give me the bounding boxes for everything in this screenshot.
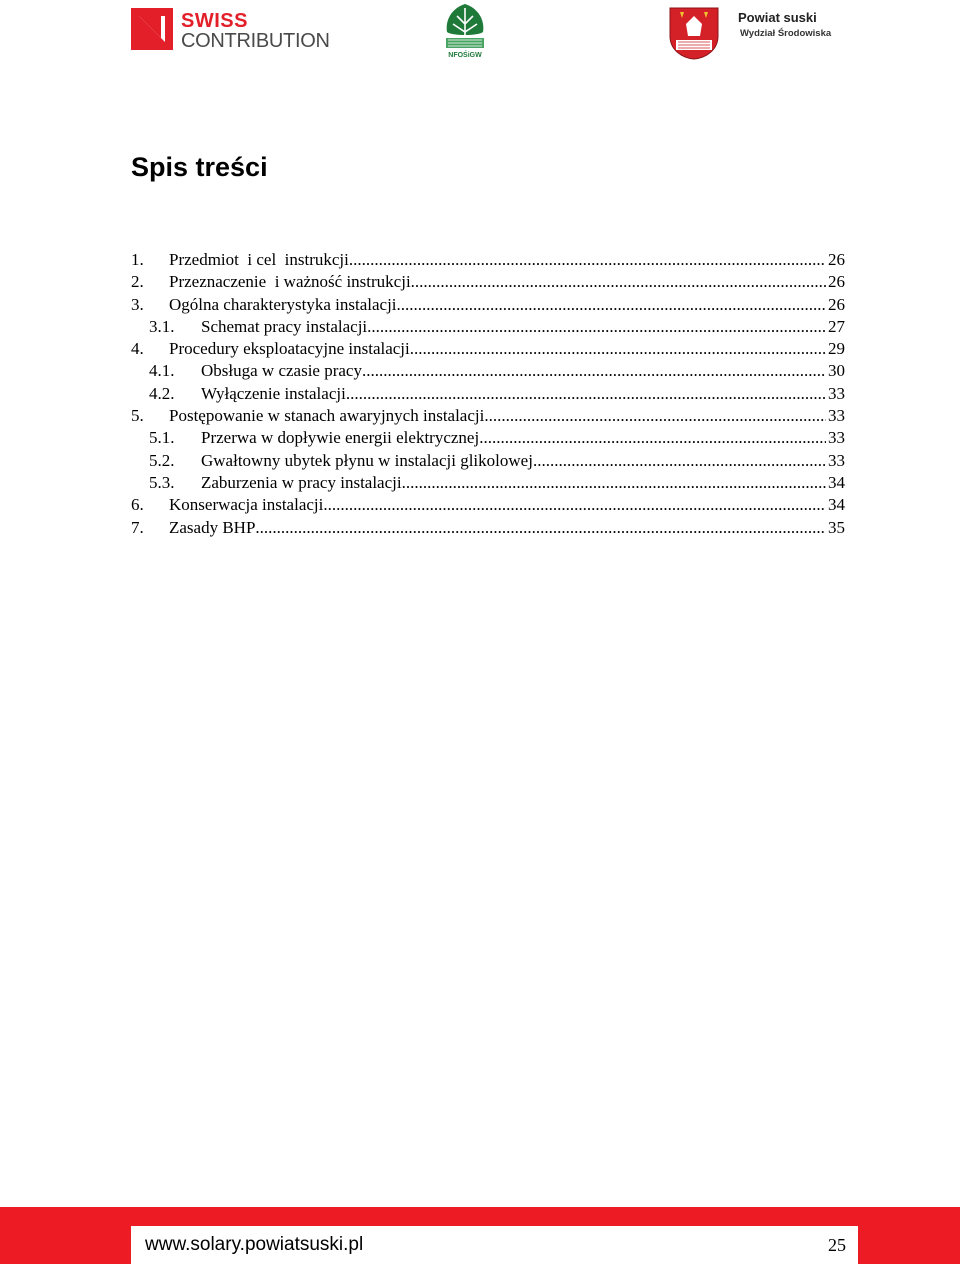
toc-entry[interactable] bbox=[131, 271, 845, 293]
toc-entry-title: Konserwacja instalacji bbox=[169, 495, 324, 515]
toc-entry[interactable] bbox=[131, 360, 845, 382]
toc-entry[interactable] bbox=[131, 249, 845, 271]
tree-icon bbox=[442, 2, 488, 52]
toc-leader-dots bbox=[349, 249, 826, 271]
footer-website-link[interactable]: www.solary.powiatsuski.pl bbox=[145, 1234, 364, 1255]
table-of-contents bbox=[131, 249, 845, 539]
toc-entry-page: 26 bbox=[828, 294, 845, 314]
toc-entry-number: 3. bbox=[131, 294, 144, 314]
toc-entry-page: 34 bbox=[828, 472, 845, 492]
toc-entry-title: Zaburzenia w pracy instalacji bbox=[201, 472, 402, 492]
toc-entry[interactable] bbox=[131, 294, 845, 316]
toc-entry-title: Obsługa w czasie pracy bbox=[201, 361, 362, 381]
toc-leader-dots bbox=[362, 360, 826, 382]
toc-entry-page: 33 bbox=[828, 428, 845, 448]
toc-entry-title: Postępowanie w stanach awaryjnych instalacji bbox=[169, 406, 485, 426]
toc-entry[interactable] bbox=[131, 472, 845, 494]
toc-entry[interactable] bbox=[131, 517, 845, 539]
toc-entry-number: 5.3. bbox=[149, 472, 175, 492]
toc-leader-dots bbox=[323, 494, 826, 516]
powiat-subtitle: Wydział Środowiska bbox=[740, 28, 832, 39]
toc-entry-page: 29 bbox=[828, 339, 845, 359]
toc-entry-number: 6. bbox=[131, 495, 144, 515]
nfosigw-label: NFOŚiGW bbox=[448, 52, 482, 59]
coat-of-arms-icon bbox=[668, 6, 720, 60]
toc-entry-title: Wyłączenie instalacji bbox=[201, 383, 346, 403]
toc-entry-title: Procedury eksploatacyjne instalacji bbox=[169, 339, 410, 359]
toc-entry[interactable] bbox=[131, 450, 845, 472]
toc-entry[interactable] bbox=[131, 383, 845, 405]
swiss-logo-line2: CONTRIBUTION bbox=[181, 30, 330, 52]
toc-entry-number: 3.1. bbox=[149, 316, 175, 336]
toc-entry-number: 1. bbox=[131, 250, 144, 269]
toc-entry-page: 27 bbox=[828, 316, 845, 336]
toc-entry-number: 5.1. bbox=[149, 428, 175, 448]
toc-entry-number: 4.1. bbox=[149, 361, 175, 381]
toc-entry-page: 33 bbox=[828, 383, 845, 403]
toc-leader-dots bbox=[367, 316, 826, 338]
page-footer bbox=[0, 1207, 960, 1264]
toc-entry[interactable] bbox=[131, 494, 845, 516]
toc-leader-dots bbox=[411, 271, 826, 293]
swiss-contribution-logo bbox=[131, 8, 341, 54]
toc-entry[interactable] bbox=[131, 338, 845, 360]
swiss-cross-icon bbox=[131, 8, 173, 50]
toc-entry-page: 30 bbox=[828, 361, 845, 381]
powiat-suski-logo bbox=[668, 6, 848, 62]
toc-entry-number: 4.2. bbox=[149, 383, 175, 403]
footer-page-box bbox=[417, 1226, 858, 1264]
toc-entry-title: Schemat pracy instalacji bbox=[201, 316, 368, 336]
footer-url-box bbox=[131, 1226, 417, 1264]
toc-entry-page: 35 bbox=[828, 517, 845, 537]
toc-entry-page: 34 bbox=[828, 495, 845, 515]
toc-leader-dots bbox=[346, 383, 826, 405]
toc-leader-dots bbox=[255, 517, 826, 539]
toc-entry-page: 33 bbox=[828, 450, 845, 470]
powiat-title: Powiat suski bbox=[738, 10, 817, 25]
page-number: 25 bbox=[828, 1235, 846, 1255]
toc-entry-title: Gwałtowny ubytek płynu w instalacji glikolowej bbox=[201, 450, 533, 470]
toc-leader-dots bbox=[484, 405, 826, 427]
toc-entry-page: 26 bbox=[828, 250, 845, 269]
toc-entry-number: 7. bbox=[131, 517, 144, 537]
toc-leader-dots bbox=[402, 472, 826, 494]
toc-entry-title: Przerwa w dopływie energii elektrycznej bbox=[201, 428, 480, 448]
toc-entry[interactable] bbox=[131, 427, 845, 449]
toc-entry-number: 5.2. bbox=[149, 450, 175, 470]
page-title: Spis treści bbox=[131, 152, 268, 182]
swiss-logo-line1: SWISS bbox=[181, 10, 248, 32]
toc-leader-dots bbox=[533, 450, 826, 472]
toc-entry-title: Przedmiot i cel instrukcji bbox=[169, 250, 349, 269]
toc-entry-title: Przeznaczenie i ważność instrukcji bbox=[169, 272, 411, 292]
nfosigw-logo bbox=[442, 2, 488, 62]
toc-leader-dots bbox=[410, 338, 826, 360]
toc-entry[interactable] bbox=[131, 316, 845, 338]
toc-entry-number: 4. bbox=[131, 339, 144, 359]
toc-leader-dots bbox=[397, 294, 826, 316]
toc-entry-page: 26 bbox=[828, 272, 845, 292]
toc-entry-title: Ogólna charakterystyka instalacji bbox=[169, 294, 397, 314]
toc-entry-page: 33 bbox=[828, 406, 845, 426]
toc-entry-number: 2. bbox=[131, 272, 144, 292]
toc-entry-title: Zasady BHP bbox=[169, 517, 256, 537]
toc-entry-number: 5. bbox=[131, 406, 144, 426]
toc-entry[interactable] bbox=[131, 405, 845, 427]
toc-leader-dots bbox=[479, 427, 826, 449]
